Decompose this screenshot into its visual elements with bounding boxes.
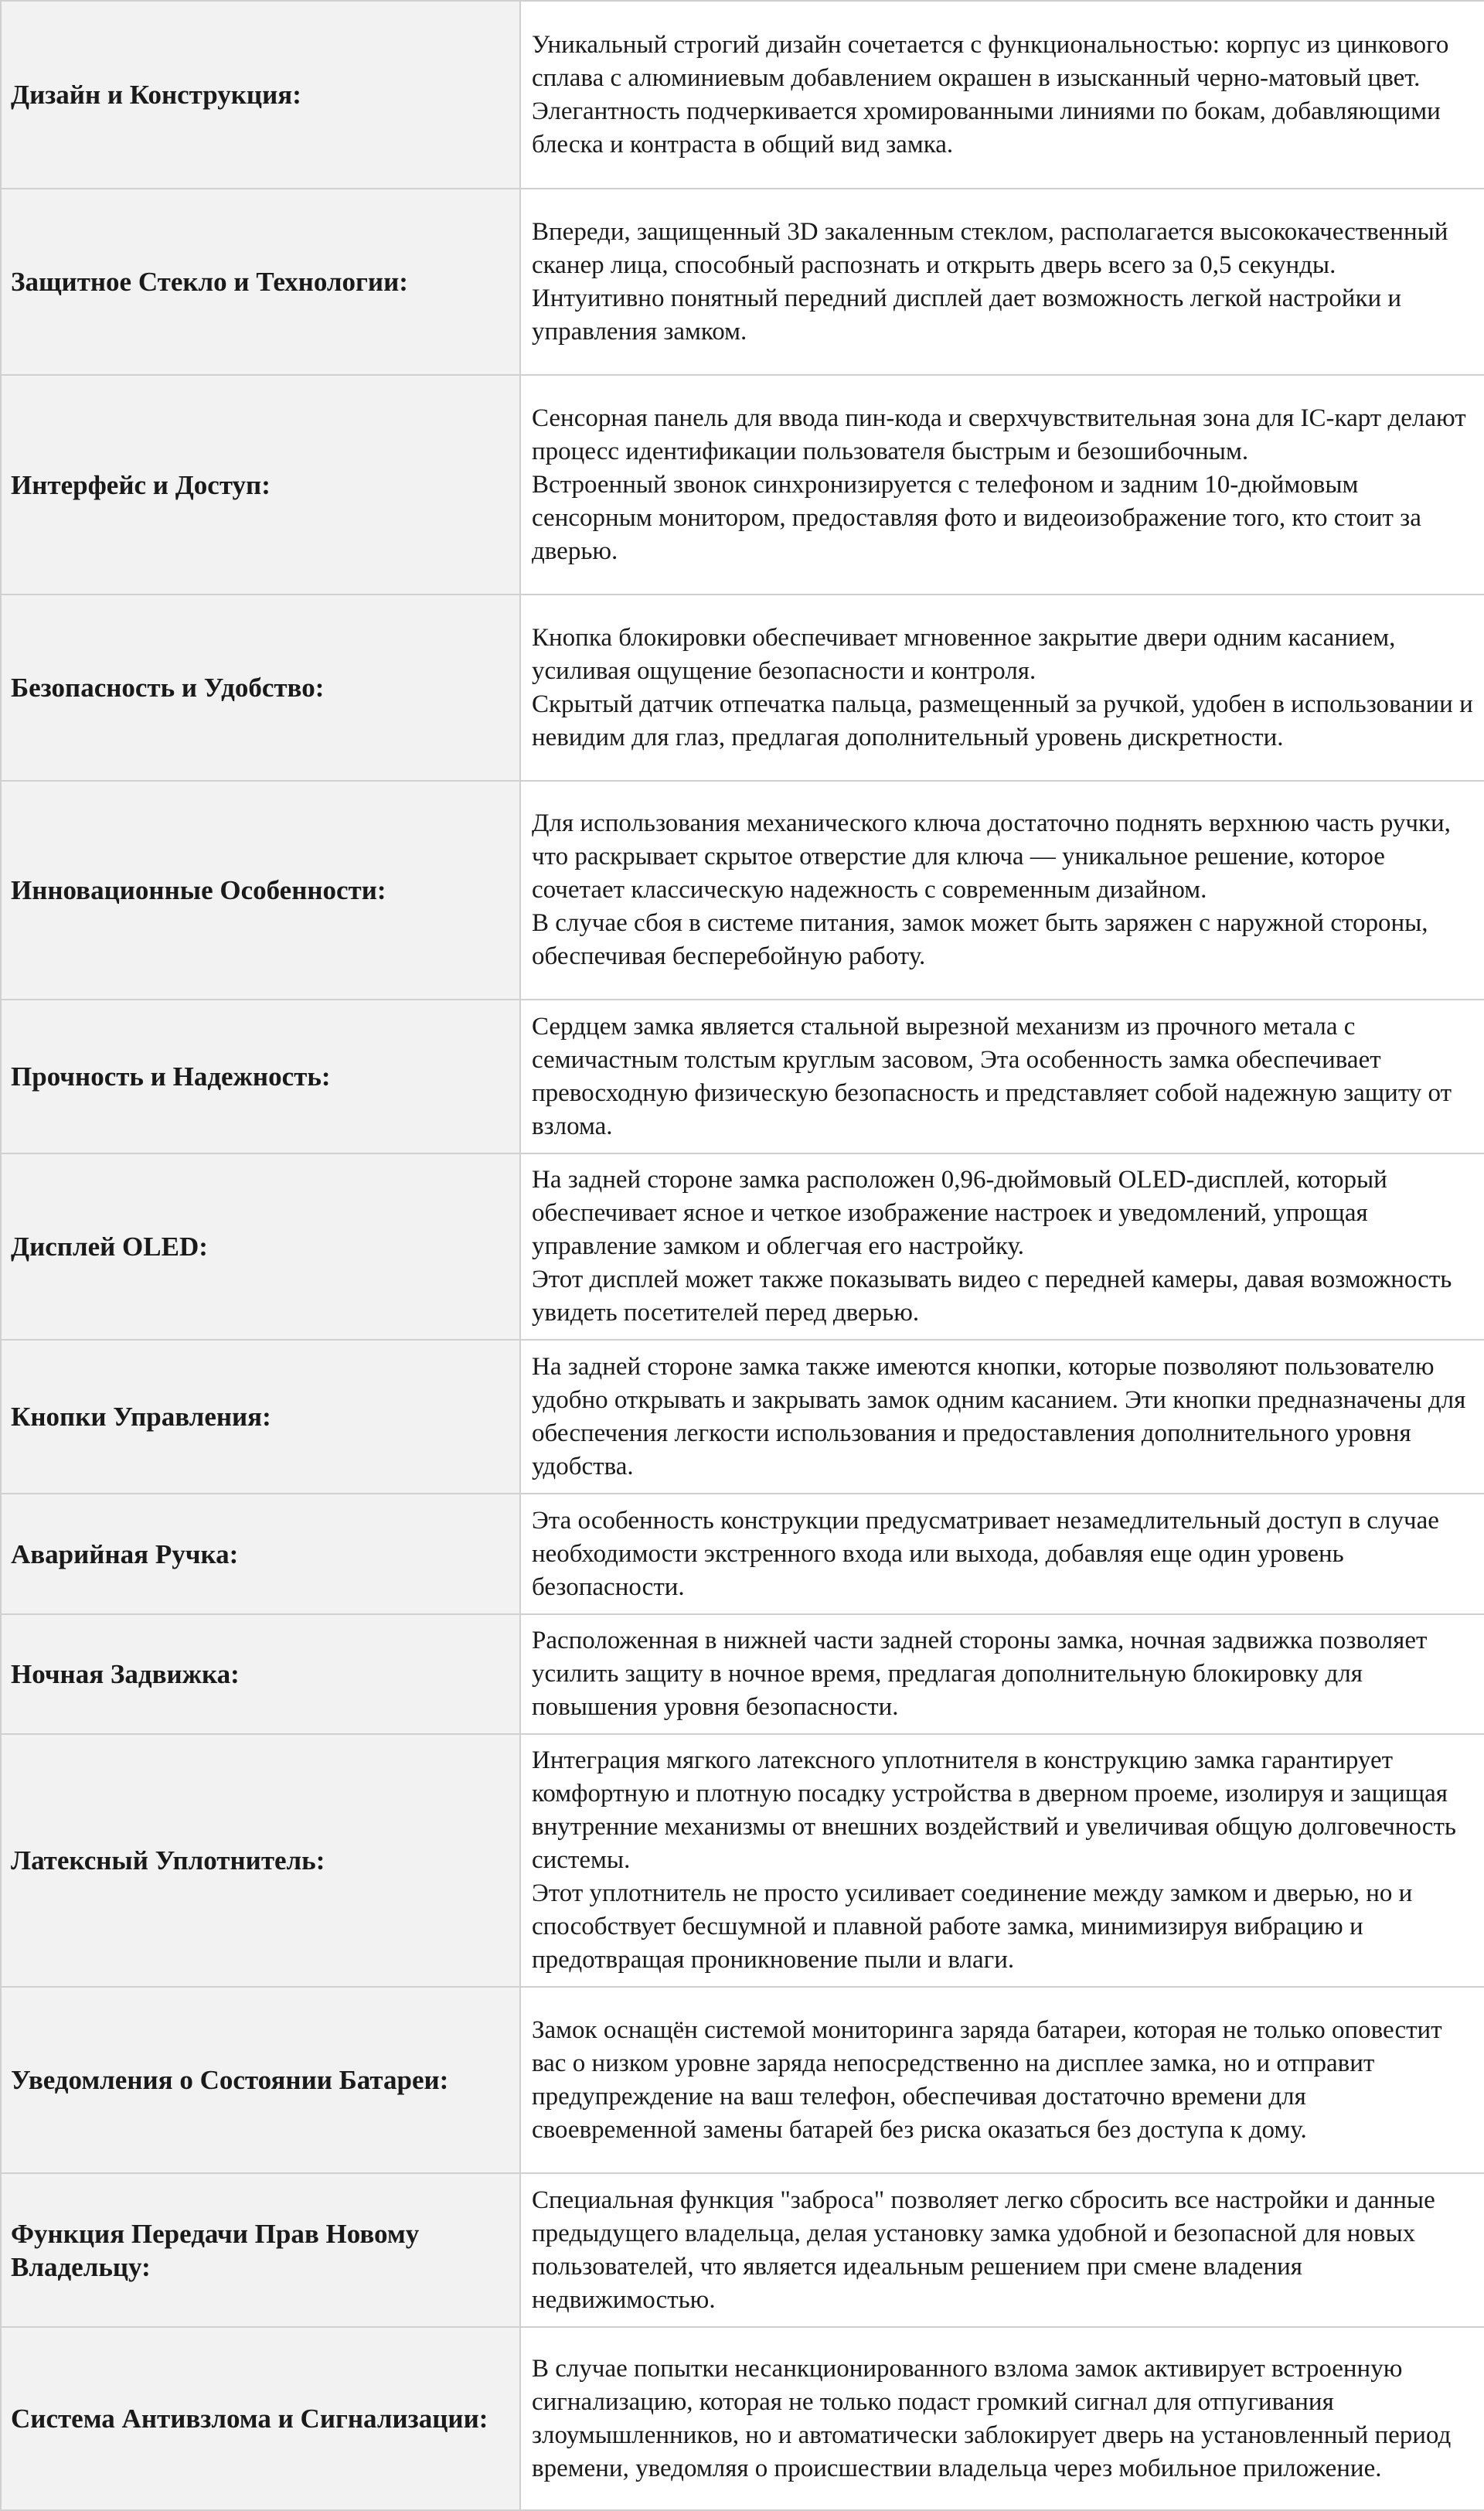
feature-label: Дизайн и Конструкция: — [1, 1, 520, 189]
feature-description — [520, 1000, 1484, 1153]
feature-description — [520, 375, 1484, 595]
table-row — [1, 1153, 1484, 1340]
feature-description — [520, 595, 1484, 781]
description-paragraph: В случае сбоя в системе питания, замок может быть заряжен с наружной стороны, обеспечивая бесперебойную работу. — [532, 909, 1428, 970]
feature-label: Аварийная Ручка: — [1, 1494, 520, 1614]
table-row — [1, 189, 1484, 375]
description-paragraph: На задней стороне замка также имеются кнопки, которые позволяют пользователю удобно открывать и закрывать замок одним касанием. Эти кнопки предназначены для обеспечения легкости использования и предоставления дополнительного уровня удобства. — [532, 1352, 1466, 1480]
table-row — [1, 1000, 1484, 1153]
description-paragraph: Сердцем замка является стальной вырезной механизм из прочного метала с семичастным толстым круглым засовом, Эта особенность замка обеспечивает превосходную физическую безопасность и представляет собой надежную защиту от взлома. — [532, 1012, 1452, 1140]
feature-label: Прочность и Надежность: — [1, 1000, 520, 1153]
description-paragraph: Встроенный звонок синхронизируется с телефоном и задним 10-дюймовым сенсорным монитором, предоставляя фото и видеоизображение того, кто стоит за дверью. — [532, 470, 1421, 565]
table-row — [1, 375, 1484, 595]
description-paragraph: Интеграция мягкого латексного уплотнителя в конструкцию замка гарантирует комфортную и плотную посадку устройства в дверном проеме, изолируя и защищая внутренние механизмы от внешних воздействий и увеличивая общую долговечность системы. — [532, 1746, 1456, 1874]
description-paragraph: Сенсорная панель для ввода пин-кода и сверхчувствительная зона для IC-карт делают процесс идентификации пользователя быстрым и безошибочным. — [532, 404, 1466, 465]
table-row — [1, 2173, 1484, 2327]
description-paragraph: Этот уплотнитель не просто усиливает соединение между замком и дверью, но и способствует бесшумной и плавной работе замка, минимизируя вибрацию и предотвращая проникновение пыли и влаги. — [532, 1879, 1413, 1974]
feature-description — [520, 1153, 1484, 1340]
feature-description — [520, 1614, 1484, 1734]
description-paragraph: Замок оснащён системой мониторинга заряда батареи, которая не только оповестит вас о низком уровне заряда непосредственно на дисплее замка, но и отправит предупреждение на ваш телефон, обеспечивая достаточно времени для своевременной замены батарей без риска оказаться без доступа к дому. — [532, 2015, 1442, 2144]
feature-description — [520, 189, 1484, 375]
description-paragraph: Этот дисплей может также показывать видео с передней камеры, давая возможность увидеть посетителей перед дверью. — [532, 1266, 1452, 1327]
table-row — [1, 1494, 1484, 1614]
feature-label: Латексный Уплотнитель: — [1, 1734, 520, 1987]
table-row — [1, 2327, 1484, 2510]
description-paragraph: В случае попытки несанкционированного взлома замок активирует встроенную сигнализацию, которая не только подаст громкий сигнал для отпугивания злоумышленников, но и автоматически заблокирует дверь на установленный период времени, уведомляя о происшествии владельца через мобильное приложение. — [532, 2354, 1452, 2482]
feature-label: Защитное Стекло и Технологии: — [1, 189, 520, 375]
feature-label: Дисплей OLED: — [1, 1153, 520, 1340]
description-paragraph: Для использования механического ключа достаточно поднять верхнюю часть ручки, что раскрывает скрытое отверстие для ключа — уникальное решение, которое сочетает классическую надежность с современным дизайном. — [532, 809, 1451, 904]
feature-label: Безопасность и Удобство: — [1, 595, 520, 781]
table-row — [1, 595, 1484, 781]
feature-label: Кнопки Управления: — [1, 1340, 520, 1494]
description-paragraph: Уникальный строгий дизайн сочетается с функциональностью: корпус из цинкового сплава с алюминиевым добавлением окрашен в изысканный черно-матовый цвет. — [532, 30, 1449, 92]
description-paragraph: Впереди, защищенный 3D закаленным стеклом, располагается высококачественный сканер лица, способный распознать и открыть дверь всего за 0,5 секунды. — [532, 217, 1448, 279]
description-paragraph: Интуитивно понятный передний дисплей дает возможность легкой настройки и управления замком. — [532, 284, 1402, 346]
description-paragraph: На задней стороне замка расположен 0,96-дюймовый OLED-дисплей, который обеспечивает ясное и четкое изображение настроек и уведомлений, упрощая управление замком и облегчая его настройку. — [532, 1166, 1387, 1260]
feature-label: Функция Передачи Прав Новому Владельцу: — [1, 2173, 520, 2327]
description-paragraph: Кнопка блокировки обеспечивает мгновенное закрытие двери одним касанием, усиливая ощущение безопасности и контроля. — [532, 623, 1396, 685]
feature-label: Система Антивзлома и Сигнализации: — [1, 2327, 520, 2510]
description-paragraph: Эта особенность конструкции предусматривает незамедлительный доступ в случае необходимости экстренного входа или выхода, добавляя еще один уровень безопасности. — [532, 1506, 1439, 1601]
feature-description — [520, 1340, 1484, 1494]
feature-description — [520, 2327, 1484, 2510]
feature-label: Интерфейс и Доступ: — [1, 375, 520, 595]
description-paragraph: Скрытый датчик отпечатка пальца, размещенный за ручкой, удобен в использовании и невидим для глаз, предлагая дополнительный уровень дискретности. — [532, 690, 1473, 751]
feature-description — [520, 1987, 1484, 2173]
table-row — [1, 1, 1484, 189]
feature-label: Ночная Задвижка: — [1, 1614, 520, 1734]
feature-description — [520, 781, 1484, 1000]
feature-description — [520, 1494, 1484, 1614]
table-row — [1, 781, 1484, 1000]
description-paragraph: Элегантность подчеркивается хромированными линиями по бокам, добавляющими блеска и контраста в общий вид замка. — [532, 97, 1441, 158]
table-row — [1, 1734, 1484, 1987]
feature-label: Инновационные Особенности: — [1, 781, 520, 1000]
feature-description — [520, 1, 1484, 189]
description-paragraph: Специальная функция "заброса" позволяет легко сбросить все настройки и данные предыдущего владельца, делая установку замка удобной и безопасной для новых пользователей, что является идеальным решением при смене владения недвижимостью. — [532, 2186, 1435, 2314]
description-paragraph: Расположенная в нижней части задней стороны замка, ночная задвижка позволяет усилить защиту в ночное время, предлагая дополнительную блокировку для повышения уровня безопасности. — [532, 1627, 1428, 1721]
table-row — [1, 1340, 1484, 1494]
feature-label: Уведомления о Состоянии Батареи: — [1, 1987, 520, 2173]
table-row — [1, 1987, 1484, 2173]
table-row — [1, 1614, 1484, 1734]
feature-description — [520, 1734, 1484, 1987]
feature-description — [520, 2173, 1484, 2327]
